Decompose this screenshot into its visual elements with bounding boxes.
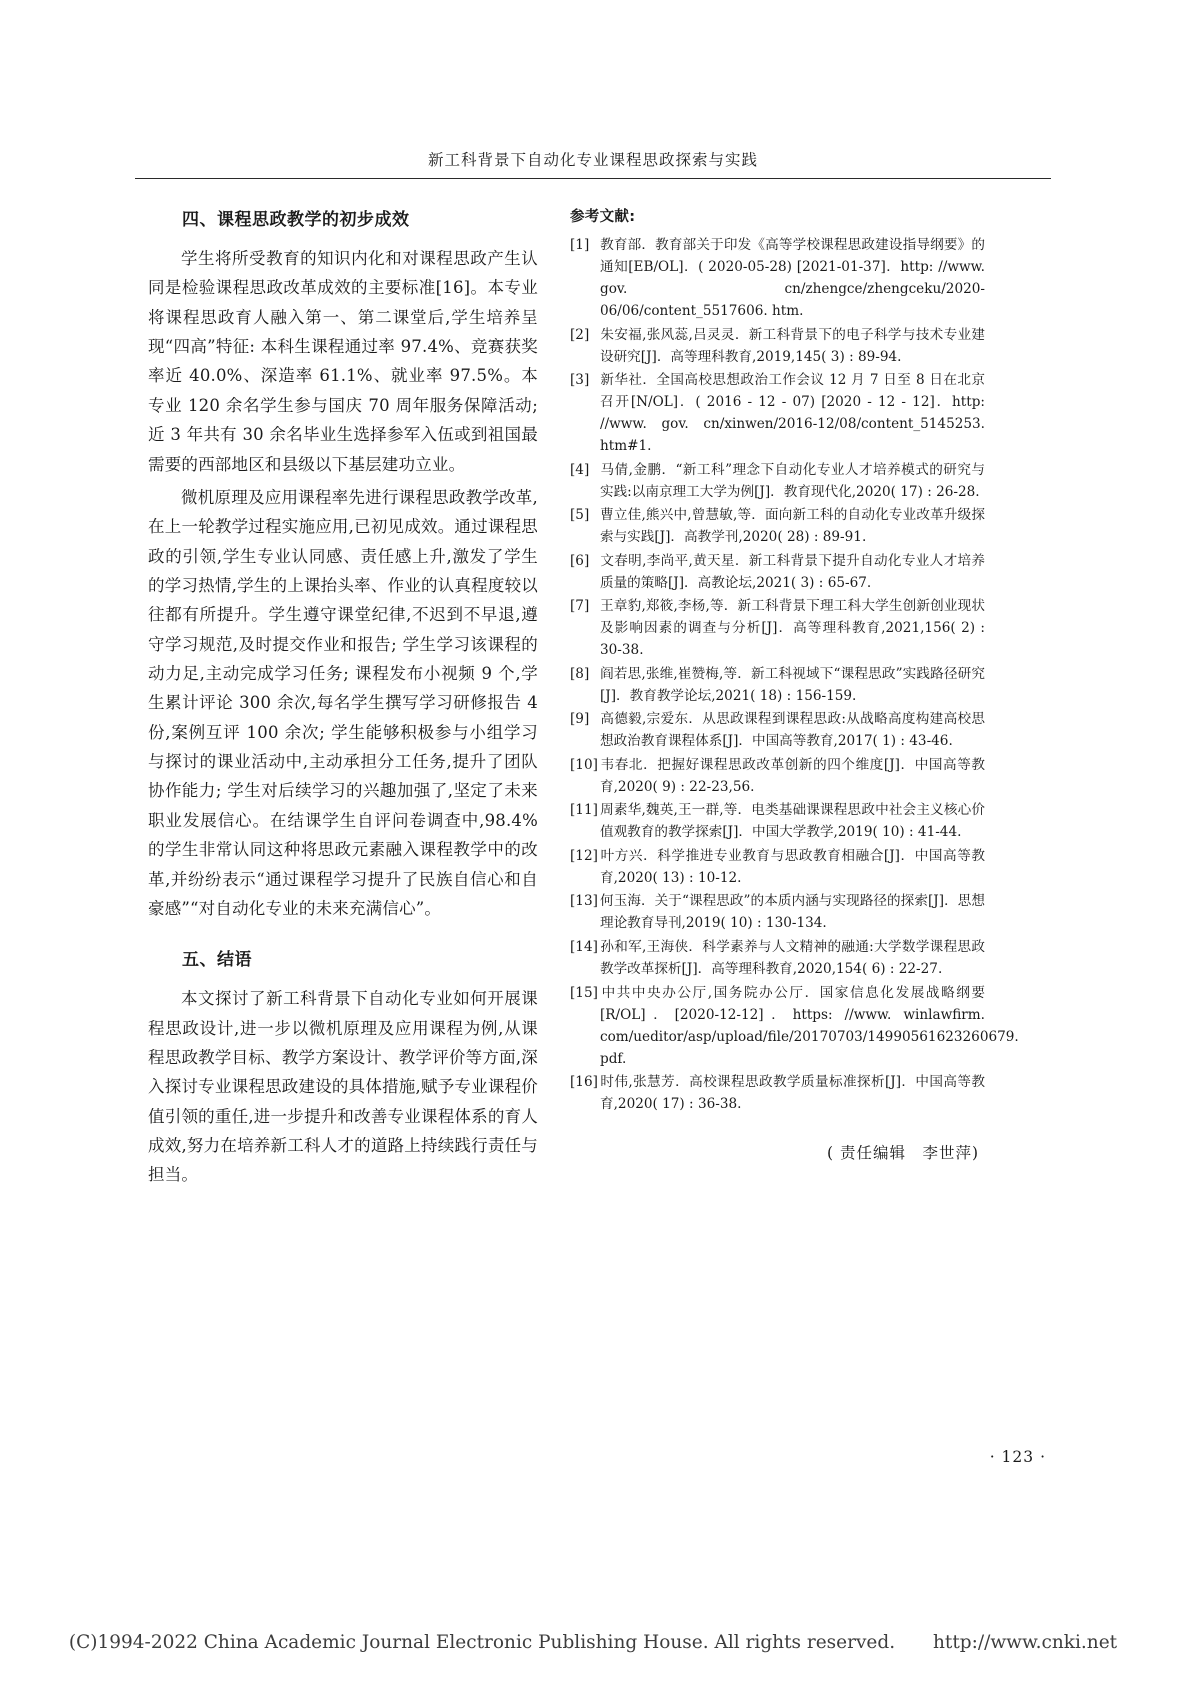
- reference-text: 叶方兴．科学推进专业教育与思政教育相融合[J]．中国高等教育,2020( 13) : 10-12.: [600, 847, 985, 886]
- reference-number: [4]: [570, 461, 590, 478]
- reference-number: [14]: [570, 938, 598, 955]
- reference-number: [7]: [570, 598, 590, 615]
- reference-number: [1]: [570, 237, 590, 253]
- page-number: · 123 ·: [989, 1448, 1046, 1466]
- reference-item: [570, 324, 985, 368]
- running-head: 新工科背景下自动化专业课程思政探索与实践: [427, 151, 758, 169]
- reference-text: 新华社．全国高校思想政治工作会议 12 月 7 日至 8 日在北京召开[N/OL]．( 2016 - 12 - 07) [2020 - 12 - 12]．http: //www. gov. cn/xinwen/2016-12/08/content_5145253. htm#1.: [600, 372, 985, 455]
- reference-item: [570, 234, 985, 322]
- footer: [0, 1632, 1186, 1653]
- reference-item: [570, 459, 985, 503]
- reference-text: 孙和军,王海侠．科学素养与人文精神的融通:大学数学课程思政教学改革探析[J]．高等理科教育,2020,154( 6) : 22-27.: [600, 938, 985, 977]
- reference-item: [570, 845, 985, 889]
- reference-number: [15]: [570, 984, 598, 1001]
- section-heading-4: 四、课程思政教学的初步成效: [182, 210, 410, 230]
- right-column: [570, 205, 1019, 1163]
- reference-number: [10]: [570, 756, 598, 773]
- reference-item: [570, 595, 985, 661]
- reference-text: 中共中央办公厅,国务院办公厅．国家信息化发展战略纲要[R/OL]．[2020-12-12]．https: //www. winlawfirm. com/ueditor/asp/upload/file/20170703/14990561623260679. pdf.: [600, 984, 1019, 1067]
- reference-text: 文春明,李尚平,黄天星．新工科背景下提升自动化专业人才培养质量的策略[J]．高教论坛,2021( 3) : 65-67.: [600, 552, 985, 591]
- reference-item: [570, 799, 985, 843]
- reference-item: [570, 369, 985, 457]
- reference-list: [570, 234, 1019, 1115]
- reference-number: [9]: [570, 711, 590, 728]
- reference-number: [3]: [570, 372, 590, 389]
- reference-text: 教育部．教育部关于印发《高等学校课程思政建设指导纲要》的通知[EB/OL]．( 2020-05-28) [2021-01-37]．http: //www. gov. cn/zhengce/zhengceku/2020-06/06/content_5517606. htm.: [600, 237, 985, 320]
- reference-item: [570, 708, 985, 752]
- reference-item: [570, 754, 985, 798]
- reference-number: [6]: [570, 552, 590, 569]
- reference-item: [570, 504, 985, 548]
- reference-text: 高德毅,宗爱东．从思政课程到课程思政:从战略高度构建高校思想政治教育课程体系[J]．中国高等教育,2017( 1) : 43-46.: [600, 711, 985, 750]
- reference-text: 时伟,张慧芳．高校课程思政教学质量标准探析[J]．中国高等教育,2020( 17) : 36-38.: [600, 1074, 985, 1113]
- header-divider: [135, 178, 1051, 179]
- reference-item: [570, 663, 985, 707]
- section-heading-5: 五、结语: [182, 950, 252, 971]
- reference-number: [16]: [570, 1074, 598, 1091]
- reference-number: [2]: [570, 326, 590, 343]
- reference-number: [13]: [570, 893, 598, 910]
- paragraph: 本文探讨了新工科背景下自动化专业如何开展课程思政设计,进一步以微机原理及应用课程为例,从课程思政教学目标、教学方案设计、教学评价等方面,深入探讨专业课程思政建设的具体措施,赋予专业课程价值引领的重任,进一步提升和改善专业课程体系的育人成效,努力在培养新工科人才的道路上持续践行责任与担当。: [148, 989, 538, 1185]
- reference-item: [570, 550, 985, 594]
- references-heading: 参考文献:: [570, 209, 636, 225]
- left-column: [148, 205, 538, 1194]
- reference-number: [12]: [570, 847, 598, 864]
- reference-item: [570, 936, 985, 980]
- reference-number: [11]: [570, 802, 598, 819]
- paragraph: 微机原理及应用课程率先进行课程思政教学改革,在上一轮教学过程实施应用,已初见成效。通过课程思政的引领,学生专业认同感、责任感上升,激发了学生的学习热情,学生的上课抬头率、作业的认真程度较以往都有所提升。学生遵守课堂纪律,不迟到不早退,遵守学习规范,及时提交作业和报告; 学生学习该课程的动力足,主动完成学习任务; 课程发布小视频 9 个,学生累计评论 300 余次,每名学生撰写学习研修报告 4 份,案例互评 100 余次; 学生能够积极参与小组学习与探讨的课业活动中,主动承担分工任务,提升了团队协作能力; 学生对后续学习的兴趣加强了,坚定了未来职业发展信心。在结课学生自评问卷调查中,98.4%的学生非常认同这种将思政元素融入课程教学中的改革,并纷纷表示“通过课程学习提升了民族自信心和自豪感”“对自动化专业的未来充满信心”。: [148, 487, 538, 918]
- reference-text: 何玉海．关于“课程思政”的本质内涵与实现路径的探索[J]．思想理论教育导刊,2019( 10) : 130-134.: [600, 893, 985, 932]
- reference-text: 韦春北．把握好课程思政改革创新的四个维度[J]．中国高等教育,2020( 9) : 22-23,56.: [600, 756, 985, 795]
- reference-text: 周素华,魏英,王一群,等．电类基础课课程思政中社会主义核心价值观教育的教学探索[J]．中国大学教学,2019( 10) : 41-44.: [600, 802, 985, 841]
- paragraph: 学生将所受教育的知识内化和对课程思政产生认同是检验课程思政改革成效的主要标准[16]。本专业将课程思政育人融入第一、第二课堂后,学生培养呈现“四高”特征: 本科生课程通过率 97.4%、竞赛获奖率近 40.0%、深造率 61.1%、就业率 97.5%。本专业 120 余名学生参与国庆 70 周年服务保障活动; 近 3 年共有 30 余名毕业生选择参军入伍或到祖国最需要的西部地区和县级以下基层建功立业。: [148, 249, 538, 474]
- reference-item: [570, 982, 1019, 1070]
- reference-item: [570, 1071, 985, 1115]
- reference-text: 马倩,金鹏．“新工科”理念下自动化专业人才培养模式的研究与实践:以南京理工大学为例[J]．教育现代化,2020( 17) : 26-28.: [600, 461, 985, 500]
- reference-text: 曹立佳,熊兴中,曾慧敏,等．面向新工科的自动化专业改革升级探索与实践[J]．高教学刊,2020( 28) : 89-91.: [600, 507, 985, 546]
- reference-item: [570, 890, 985, 934]
- reference-number: [5]: [570, 507, 590, 524]
- reference-text: 王章豹,郑筱,李杨,等．新工科背景下理工科大学生创新创业现状及影响因素的调查与分析[J]．高等理科教育,2021,156( 2) : 30-38.: [600, 598, 985, 659]
- reference-number: [8]: [570, 665, 590, 682]
- reference-text: 朱安福,张风蕊,吕灵灵．新工科背景下的电子科学与技术专业建设研究[J]．高等理科教育,2019,145( 3) : 89-94.: [600, 326, 985, 365]
- reference-text: 阎若思,张维,崔赞梅,等．新工科视域下“课程思政”实践路径研究[J]．教育教学论坛,2021( 18) : 156-159.: [600, 665, 985, 704]
- footer-copyright: (C)1994-2022 China Academic Journal Electronic Publishing House. All rights reserved.: [68, 1632, 896, 1653]
- responsible-editor: ( 责任编辑 李世萍): [826, 1144, 979, 1163]
- footer-url: http://www.cnki.net: [933, 1632, 1118, 1653]
